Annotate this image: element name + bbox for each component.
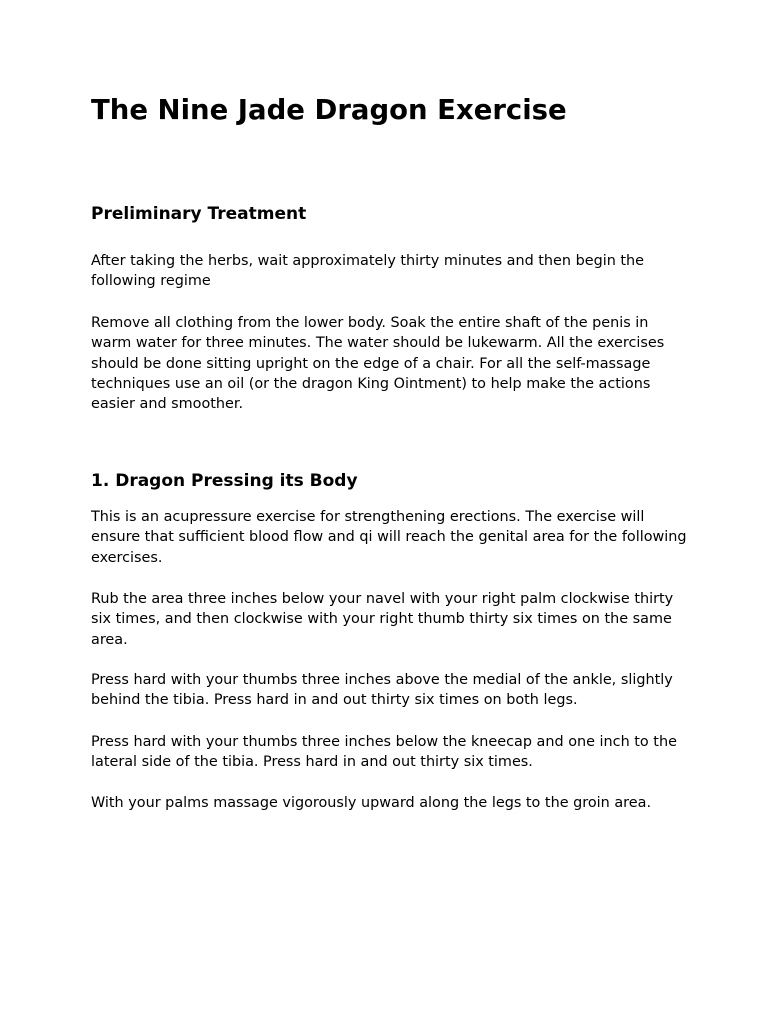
- paragraph: Remove all clothing from the lower body. Soak the entire shaft of the penis in warm water for three minutes. The water should be lukewarm. All the exercises should be done sitting upright on the edge of a chair. For all the self-massage techniques use an oil (or the dragon King Ointment) to help make the actions easier and smoother.: [91, 315, 665, 413]
- section-heading-dragon-pressing-its-body: 1. Dragon Pressing its Body: [91, 471, 358, 491]
- paragraph: After taking the herbs, wait approximately thirty minutes and then begin the following regime: [91, 253, 645, 290]
- paragraph: This is an acupressure exercise for strengthening erections. The exercise will ensure that sufficient blood flow and qi will reach the genital area for the following exercises.: [91, 509, 687, 566]
- paragraph: With your palms massage vigorously upward along the legs to the groin area.: [91, 795, 652, 811]
- paragraph: Rub the area three inches below your navel with your right palm clockwise thirty six times, and then clockwise with your right thumb thirty six times on the same area.: [91, 591, 674, 648]
- document-title: The Nine Jade Dragon Exercise: [91, 94, 567, 126]
- paragraph: Press hard with your thumbs three inches below the kneecap and one inch to the lateral side of the tibia. Press hard in and out thirty six times.: [91, 734, 677, 771]
- section-heading-preliminary-treatment: Preliminary Treatment: [91, 204, 307, 224]
- paragraph: Press hard with your thumbs three inches above the medial of the ankle, slightly behind the tibia. Press hard in and out thirty six times on both legs.: [91, 672, 673, 709]
